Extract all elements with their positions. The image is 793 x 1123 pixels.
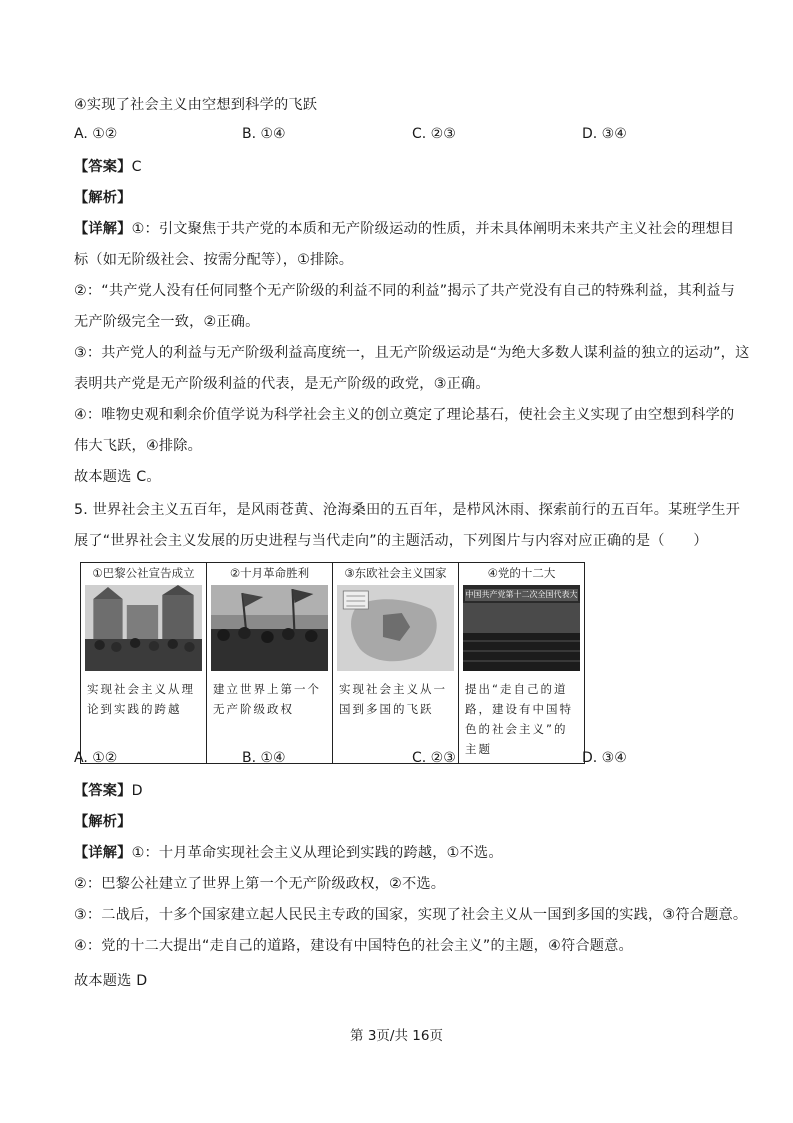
detail-5-line-2: ②：巴黎公社建立了世界上第一个无产阶级政权，②不选。 (74, 876, 446, 892)
detail-5-line-1: 【详解】①：十月革命实现社会主义从理论到实践的跨越，①不选。 (74, 845, 503, 861)
detail-4-line-1: ④：唯物史观和剩余价值学说为科学社会主义的创立奠定了理论基石，使社会主义实现了由空想到科学的 (74, 407, 735, 423)
detail-2-line-2: 无产阶级完全一致，②正确。 (74, 314, 260, 330)
answer-2: 【答案】D (74, 783, 143, 799)
question-5-line-1: 5. 世界社会主义五百年，是风雨苍黄、沧海桑田的五百年，是栉风沐雨、探索前行的五百年。某班学生开 (74, 502, 741, 518)
conclusion-1: 故本题选 C。 (74, 469, 161, 485)
options-row-1 (74, 126, 674, 146)
picture-description: 提出“走自己的道路，建设有中国特色的社会主义”的主题 (465, 682, 573, 756)
option-d: D. ③④ (582, 126, 627, 142)
picture-cell-4 (459, 563, 585, 764)
detail-5-line-3: ③：二战后，十多个国家建立起人民民主专政的国家，实现了社会主义从一国到多国的实践，③符合题意。 (74, 907, 748, 923)
detail-3-line-2: 表明共产党是无产阶级利益的代表，是无产阶级的政党，③正确。 (74, 376, 490, 392)
congress-banner: 中国共产党第十二次全国代表大 (465, 590, 578, 599)
page-footer: 第 3页/共 16页 (350, 1028, 443, 1044)
picture-table (80, 562, 585, 764)
analysis-2: 【解析】 (74, 814, 132, 830)
answer-1: 【答案】C (74, 159, 142, 175)
options-row-2 (74, 750, 674, 770)
picture-caption: ①巴黎公社宣告成立 (92, 566, 195, 580)
picture-cell-3 (333, 563, 459, 764)
detail-5-line-4: ④：党的十二大提出“走自己的道路，建设有中国特色的社会主义”的主题，④符合题意。 (74, 938, 633, 954)
picture-caption: ③东欧社会主义国家 (344, 566, 447, 580)
question-5-line-2: 展了“世界社会主义发展的历史进程与当代走向”的主题活动，下列图片与内容对应正确的是（ ） (74, 533, 708, 549)
paris-commune-image (85, 585, 202, 671)
conclusion-2: 故本题选 D (74, 973, 148, 989)
option-c: C. ②③ (412, 750, 456, 766)
picture-caption: ④党的十二大 (487, 566, 556, 580)
option-a: A. ①② (74, 750, 118, 766)
analysis-1: 【解析】 (74, 190, 132, 206)
detail-2-line-1: ②：“共产党人没有任何同整个无产阶级的利益不同的利益”揭示了共产党没有自己的特殊利益，其利益与 (74, 283, 736, 299)
option-b: B. ①④ (242, 750, 286, 766)
picture-cell-2 (207, 563, 333, 764)
detail-3-line-1: ③：共产党人的利益与无产阶级利益高度统一，且无产阶级运动是“为绝大多数人谋利益的独立的运动”，这 (74, 345, 750, 361)
picture-description: 建立世界上第一个无产阶级政权 (213, 682, 321, 716)
option-b: B. ①④ (242, 126, 286, 142)
detail-1-line-1: 【详解】①：引文聚焦于共产党的本质和无产阶级运动的性质，并未具体阐明未来共产主义社会的理想目 (74, 221, 735, 237)
picture-description: 实现社会主义从理论到实践的跨越 (87, 682, 195, 716)
party-congress-image (463, 585, 580, 671)
eastern-europe-map-image (337, 585, 454, 671)
option-d: D. ③④ (582, 750, 627, 766)
october-revolution-image (211, 585, 328, 671)
detail-4-line-2: 伟大飞跃，④排除。 (74, 438, 203, 454)
picture-cell-1 (81, 563, 207, 764)
picture-description: 实现社会主义从一国到多国的飞跃 (339, 682, 447, 716)
line-option-4: ④实现了社会主义由空想到科学的飞跃 (74, 97, 318, 113)
option-a: A. ①② (74, 126, 118, 142)
option-c: C. ②③ (412, 126, 456, 142)
picture-caption: ②十月革命胜利 (229, 566, 310, 580)
detail-1-line-2: 标（如无阶级社会、按需分配等），①排除。 (74, 252, 354, 268)
